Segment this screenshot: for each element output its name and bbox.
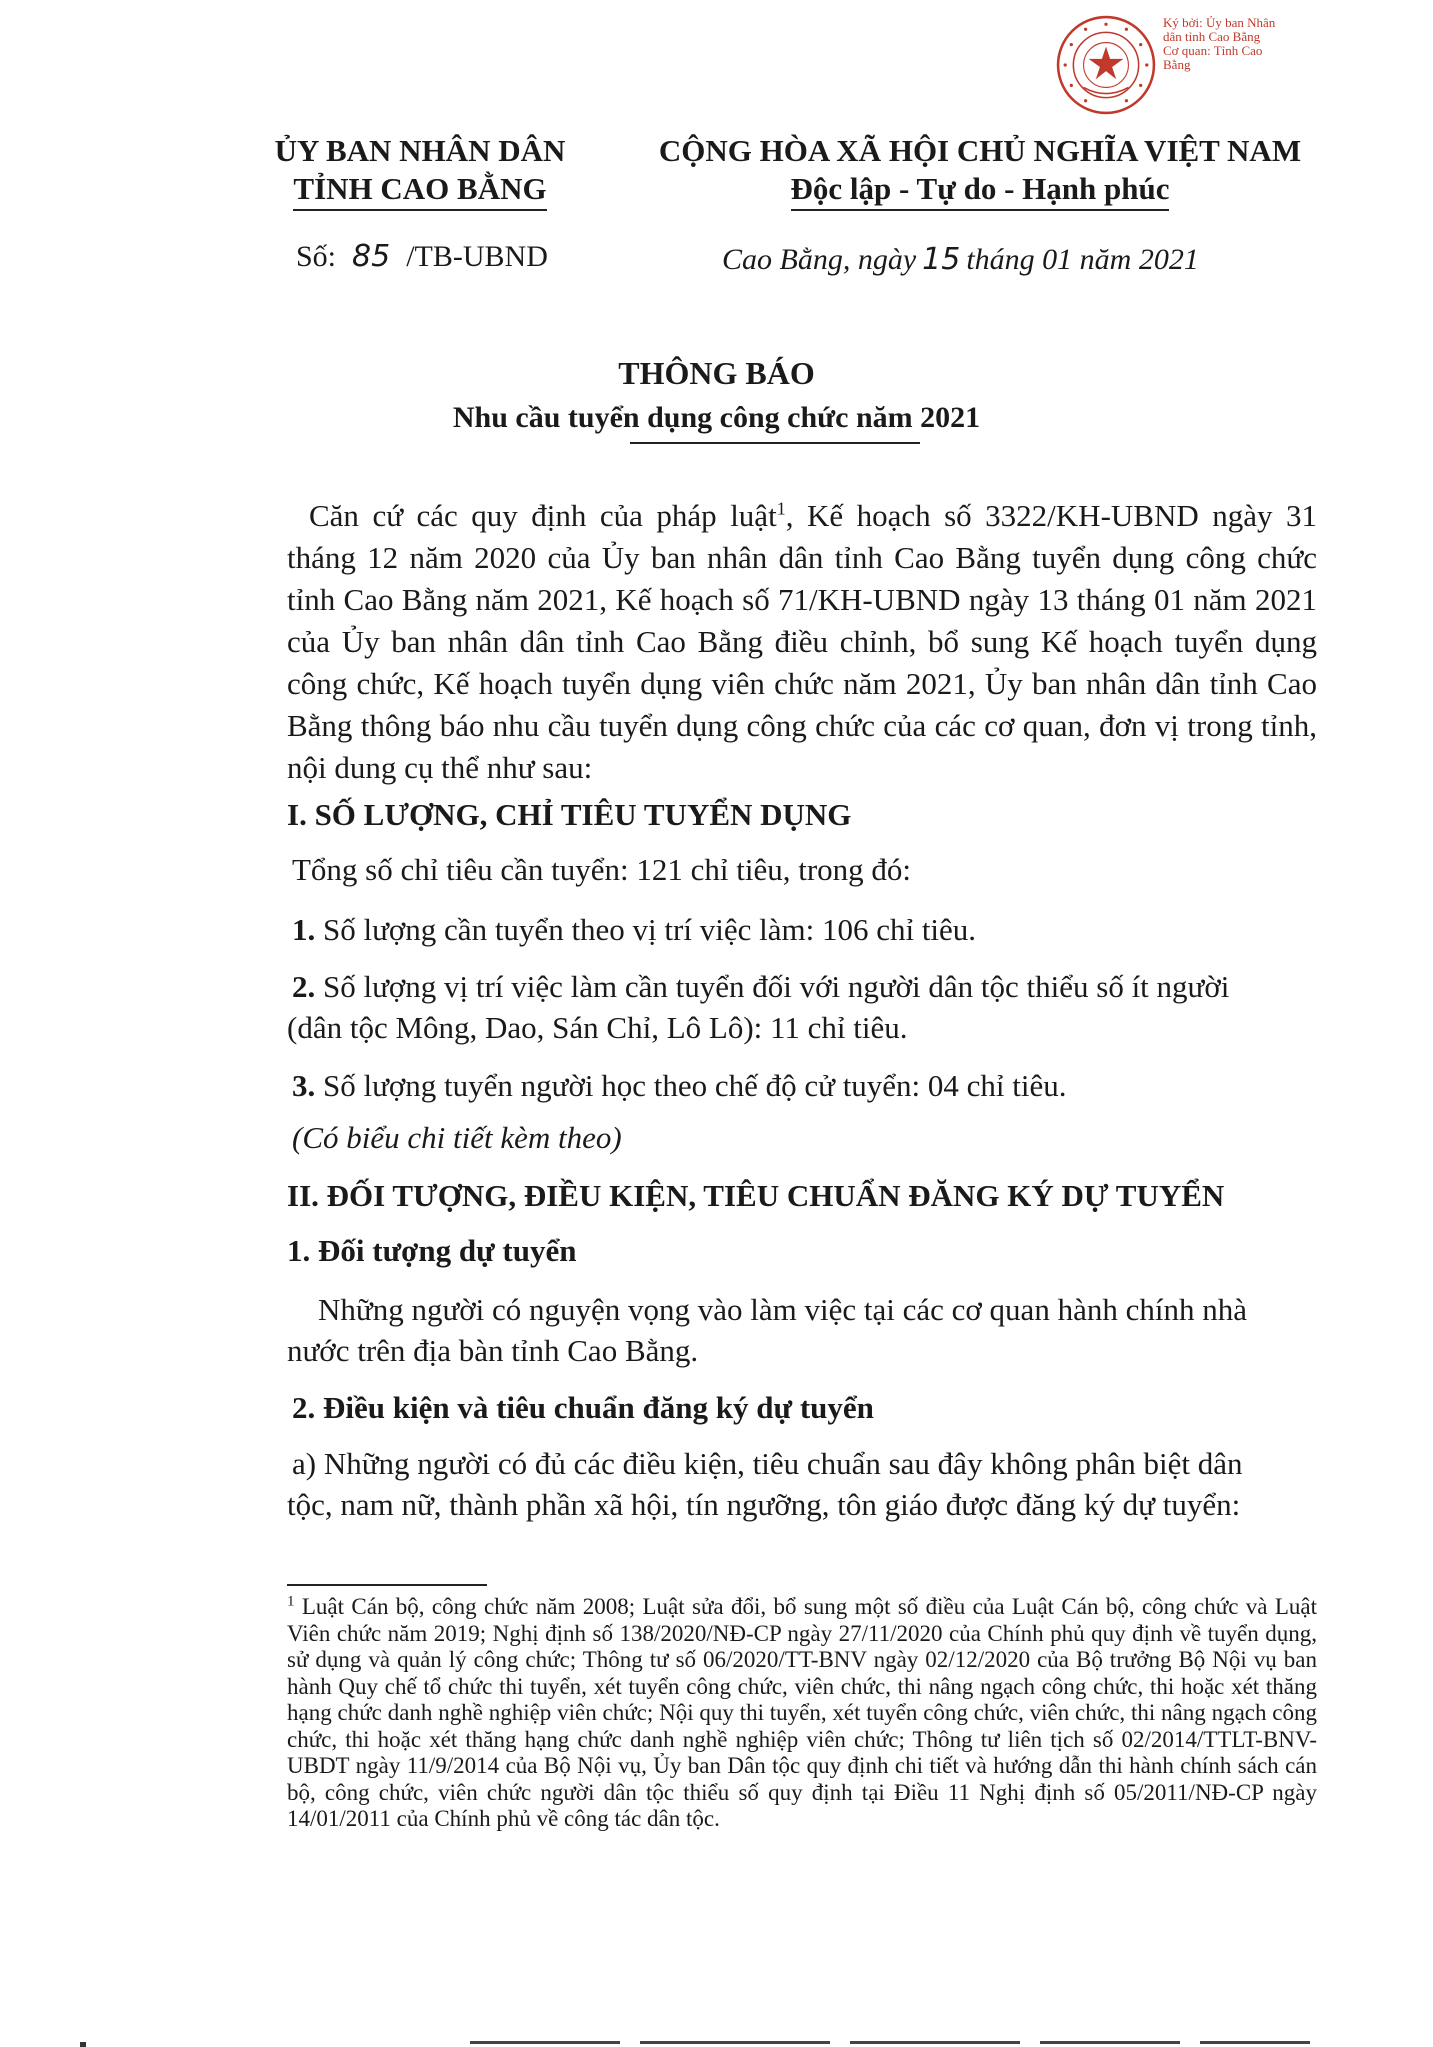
intro-paragraph: [287, 495, 1317, 789]
document-date: [722, 242, 1199, 277]
footnote-ref: 1: [776, 498, 786, 519]
subsection-2-heading: 2. Điều kiện và tiêu chuẩn đăng ký dự tuyển: [292, 1390, 874, 1425]
so-label: Số:: [296, 240, 337, 273]
nation-line-1: CỘNG HÒA XÃ HỘI CHỦ NGHĨA VIỆT NAM: [658, 133, 1302, 168]
section-1-heading: I. SỐ LƯỢNG, CHỈ TIÊU TUYỂN DỤNG: [287, 797, 852, 832]
footnote: [287, 1594, 1317, 1833]
item-3: [292, 1068, 1067, 1104]
intro-part-2: , Kế hoạch số 3322/KH-UBND ngày 31 tháng 12 năm 2020 của Ủy ban nhân dân tỉnh Cao Bằng tuyển dụng công chức tỉnh Cao Bằng năm 2021, Kế hoạch số 71/KH-UBND ngày 13 tháng 01 năm 2021 của Ủy ban nhân dân tỉnh Cao Bằng điều chỉnh, bổ sung Kế hoạch tuyển dụng công chức, Kế hoạch tuyển dụng viên chức năm 2021, Ủy ban nhân dân tỉnh Cao Bằng thông báo nhu cầu tuyển dụng công chức của các cơ quan, đơn vị trong tỉnh, nội dung cụ thể như sau:: [287, 498, 1317, 785]
national-motto: [640, 132, 1320, 211]
subsection-1-heading: 1. Đối tượng dự tuyển: [287, 1233, 577, 1268]
footnote-separator: [287, 1584, 487, 1586]
date-day: 15: [922, 242, 961, 277]
document-subtitle: Nhu cầu tuyển dụng công chức năm 2021: [452, 401, 981, 434]
subsection-2a-line-2: tộc, nam nữ, thành phần xã hội, tín ngưỡng, tôn giáo được đăng ký dự tuyển:: [287, 1487, 1241, 1522]
intro-part-1: Căn cứ các quy định của pháp luật: [309, 498, 777, 533]
title-underline: [630, 442, 920, 444]
item-1: [292, 912, 976, 948]
item-1-text: Số lượng cần tuyển theo vị trí việc làm: 106 chỉ tiêu.: [323, 912, 977, 947]
item-2: [292, 969, 1229, 1005]
item-2-number: 2.: [292, 969, 316, 1004]
so-suffix: /TB-UBND: [406, 240, 548, 273]
date-suffix: tháng 01 năm 2021: [966, 243, 1199, 276]
subsection-1-line-2: nước trên địa bàn tỉnh Cao Bằng.: [287, 1333, 699, 1368]
item-1-number: 1.: [292, 912, 316, 947]
subsection-2a-line-1: a) Những người có đủ các điều kiện, tiêu chuẩn sau đây không phân biệt dân: [292, 1446, 1243, 1481]
item-2-continued: (dân tộc Mông, Dao, Sán Chỉ, Lô Lô): 11 chỉ tiêu.: [287, 1010, 908, 1045]
signature-line-4: Bằng: [1163, 57, 1191, 72]
signature-line-1: Ký bởi: Ủy ban Nhân: [1163, 15, 1276, 30]
footnote-number: 1: [287, 1593, 295, 1610]
document-title: THÔNG BÁO: [618, 355, 815, 391]
signature-line-3: Cơ quan: Tỉnh Cao: [1163, 43, 1263, 58]
total-quota-line: Tổng số chỉ tiêu cần tuyển: 121 chỉ tiêu, trong đó:: [292, 852, 912, 887]
date-prefix: Cao Bằng, ngày: [722, 243, 917, 276]
nation-line-2: Độc lập - Tự do - Hạnh phúc: [791, 170, 1170, 211]
so-number: 85: [352, 239, 391, 274]
signature-line-2: dân tỉnh Cao Bằng: [1163, 29, 1261, 44]
item-2-text-line-1: Số lượng vị trí việc làm cần tuyển đối với người dân tộc thiểu số ít người: [323, 969, 1230, 1004]
document-number: [296, 239, 548, 274]
digital-signature-info: [1163, 16, 1303, 72]
section-2-heading: II. ĐỐI TƯỢNG, ĐIỀU KIỆN, TIÊU CHUẨN ĐĂNG KÝ DỰ TUYỂN: [287, 1178, 1225, 1213]
item-3-number: 3.: [292, 1068, 316, 1103]
attached-note: (Có biểu chi tiết kèm theo): [292, 1120, 622, 1155]
state-seal-icon: [1055, 14, 1157, 116]
issuing-agency: [255, 132, 585, 211]
agency-line-2: TỈNH CAO BẰNG: [293, 170, 546, 211]
footnote-text: Luật Cán bộ, công chức năm 2008; Luật sửa đổi, bổ sung một số điều của Luật Cán bộ, công chức và Luật Viên chức năm 2019; Nghị định số 138/2020/NĐ-CP ngày 27/11/2020 của Chính phủ quy định về tuyển dụng, sử dụng và quản lý công chức; Thông tư số 06/2020/TT-BNV ngày 02/12/2020 của Bộ trưởng Bộ Nội vụ ban hành Quy chế tổ chức thi tuyển, xét tuyển công chức, viên chức, thi nâng ngạch công chức, thi hoặc xét thăng hạng chức danh nghề nghiệp viên chức; Nội quy thi tuyển, xét tuyển công chức, viên chức, thi nâng ngạch công chức, thi hoặc xét thăng hạng chức danh nghề nghiệp viên chức; Thông tư liên tịch số 02/2014/TTLT-BNV-UBDT ngày 11/9/2014 của Bộ Nội vụ, Ủy ban Dân tộc quy định chi tiết và hướng dẫn thi hành chính sách cán bộ, công chức, viên chức người dân tộc thiểu số quy định tại Điều 11 Nghị định số 05/2011/NĐ-CP ngày 14/01/2011 của Chính phủ về công tác dân tộc.: [287, 1594, 1317, 1831]
subsection-1-line-1: Những người có nguyện vọng vào làm việc tại các cơ quan hành chính nhà: [318, 1292, 1247, 1327]
scan-edge-marks: [0, 2036, 1433, 2047]
agency-line-1: ỦY BAN NHÂN DÂN: [274, 133, 566, 168]
item-3-text: Số lượng tuyển người học theo chế độ cử tuyển: 04 chỉ tiêu.: [323, 1068, 1067, 1103]
